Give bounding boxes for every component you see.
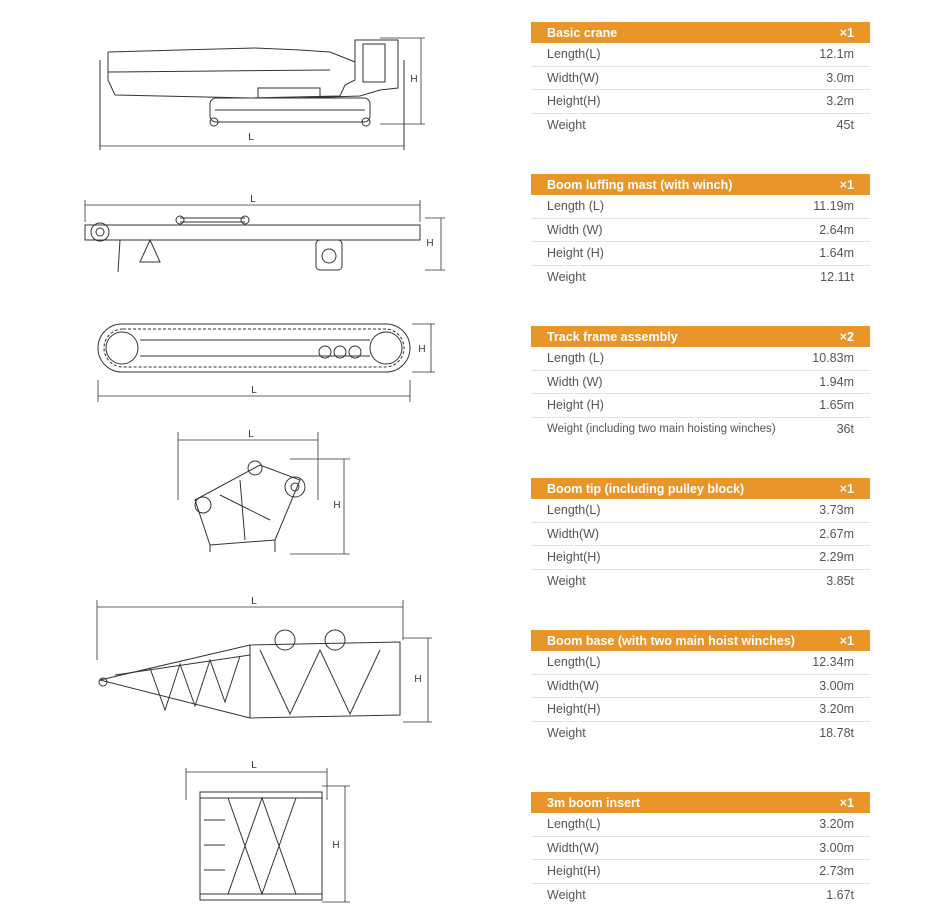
component-qty: ×1 xyxy=(839,481,854,496)
row-label: Width(W) xyxy=(547,526,600,541)
row-label: Height(H) xyxy=(547,550,601,565)
row-label: Width(W) xyxy=(547,70,600,85)
component-name: Track frame assembly xyxy=(547,329,678,344)
spec-row xyxy=(531,884,870,907)
row-value: 2.73m xyxy=(819,864,854,879)
track-frame-drawing xyxy=(98,324,435,402)
spec-boom-tip xyxy=(531,478,870,592)
row-label: Length(L) xyxy=(547,47,601,62)
component-qty: ×1 xyxy=(839,795,854,810)
insert-H-label: H xyxy=(332,840,340,851)
row-value: 3.00m xyxy=(819,840,854,855)
spec-row xyxy=(531,418,870,441)
component-name: Basic crane xyxy=(547,25,618,40)
row-value: 3.20m xyxy=(819,817,854,832)
row-value: 1.64m xyxy=(819,246,854,261)
component-name: Boom tip (including pulley block) xyxy=(547,481,745,496)
row-value: 18.78t xyxy=(819,725,854,740)
spec-boom-insert xyxy=(531,792,870,906)
base-H-label: H xyxy=(414,674,422,685)
row-value: 3.73m xyxy=(819,503,854,518)
row-value: 1.94m xyxy=(819,374,854,389)
row-label: Length(L) xyxy=(547,655,601,670)
row-label: Height(H) xyxy=(547,702,601,717)
row-label: Weight xyxy=(547,725,586,740)
component-qty: ×2 xyxy=(839,329,854,344)
row-label: Weight (including two main hoisting winches) xyxy=(547,422,776,435)
spec-row xyxy=(531,651,870,675)
row-label: Weight xyxy=(547,573,586,588)
row-label: Length (L) xyxy=(547,199,604,214)
row-value: 3.85t xyxy=(826,573,854,588)
row-label: Width (W) xyxy=(547,222,603,237)
spec-header xyxy=(531,630,870,651)
boom-insert-drawing xyxy=(186,768,350,902)
row-value: 10.83m xyxy=(812,351,854,366)
row-label: Width (W) xyxy=(547,374,603,389)
spec-boom-base xyxy=(531,630,870,744)
row-value: 2.29m xyxy=(819,550,854,565)
component-qty: ×1 xyxy=(839,177,854,192)
row-value: 12.34m xyxy=(812,655,854,670)
spec-header xyxy=(531,174,870,195)
row-label: Weight xyxy=(547,269,586,284)
track-H-label: H xyxy=(418,344,426,355)
spec-header xyxy=(531,22,870,43)
spec-row xyxy=(531,371,870,395)
spec-row xyxy=(531,546,870,570)
row-label: Height(H) xyxy=(547,864,601,879)
spec-row xyxy=(531,523,870,547)
mast-L-label: L xyxy=(250,194,256,205)
boom-tip-drawing xyxy=(178,432,350,554)
row-value: 1.67t xyxy=(826,887,854,902)
spec-header xyxy=(531,326,870,347)
spec-track-frame xyxy=(531,326,870,440)
spec-row xyxy=(531,90,870,114)
spec-header xyxy=(531,478,870,499)
component-qty: ×1 xyxy=(839,25,854,40)
luffing-mast-drawing xyxy=(85,200,445,272)
row-value: 2.64m xyxy=(819,222,854,237)
spec-row xyxy=(531,114,870,137)
spec-row xyxy=(531,67,870,91)
boom-base-drawing xyxy=(97,600,432,722)
spec-row xyxy=(531,675,870,699)
row-label: Height (H) xyxy=(547,246,604,261)
component-name: Boom base (with two main hoist winches) xyxy=(547,633,795,648)
row-value: 12.1m xyxy=(819,47,854,62)
track-L-label: L xyxy=(251,385,257,396)
row-label: Length (L) xyxy=(547,351,604,366)
spec-row xyxy=(531,837,870,861)
spec-row xyxy=(531,813,870,837)
crane-H-label: H xyxy=(410,74,418,85)
row-value: 1.65m xyxy=(819,398,854,413)
basic-crane-drawing xyxy=(100,38,425,150)
row-value: 11.19m xyxy=(813,199,854,214)
component-name: 3m boom insert xyxy=(547,795,641,810)
row-label: Width(W) xyxy=(547,840,600,855)
row-value: 36t xyxy=(836,421,854,436)
row-label: Height (H) xyxy=(547,398,604,413)
spec-row xyxy=(531,43,870,67)
tip-H-label: H xyxy=(333,500,341,511)
spec-row xyxy=(531,195,870,219)
spec-row xyxy=(531,860,870,884)
spec-row xyxy=(531,219,870,243)
row-value: 12.11t xyxy=(820,269,854,284)
mast-H-label: H xyxy=(426,238,434,249)
row-value: 3.0m xyxy=(826,70,854,85)
spec-row xyxy=(531,394,870,418)
spec-luffing-mast xyxy=(531,174,870,288)
spec-row xyxy=(531,266,870,289)
row-value: 2.67m xyxy=(819,526,854,541)
spec-header xyxy=(531,792,870,813)
row-value: 3.2m xyxy=(826,94,854,109)
spec-basic-crane xyxy=(531,22,870,136)
row-label: Length(L) xyxy=(547,817,601,832)
crane-L-label: L xyxy=(248,132,254,143)
row-label: Height(H) xyxy=(547,94,601,109)
spec-row xyxy=(531,698,870,722)
spec-row xyxy=(531,570,870,593)
base-L-label: L xyxy=(251,596,257,607)
row-value: 3.00m xyxy=(819,678,854,693)
row-label: Length(L) xyxy=(547,503,601,518)
spec-row xyxy=(531,722,870,745)
row-label: Width(W) xyxy=(547,678,600,693)
tip-L-label: L xyxy=(248,429,254,440)
insert-L-label: L xyxy=(251,760,257,771)
component-qty: ×1 xyxy=(839,633,854,648)
spec-row xyxy=(531,499,870,523)
row-value: 3.20m xyxy=(819,702,854,717)
row-label: Weight xyxy=(547,117,586,132)
component-name: Boom luffing mast (with winch) xyxy=(547,177,733,192)
spec-row xyxy=(531,242,870,266)
spec-row xyxy=(531,347,870,371)
row-value: 45t xyxy=(836,117,854,132)
row-label: Weight xyxy=(547,887,586,902)
